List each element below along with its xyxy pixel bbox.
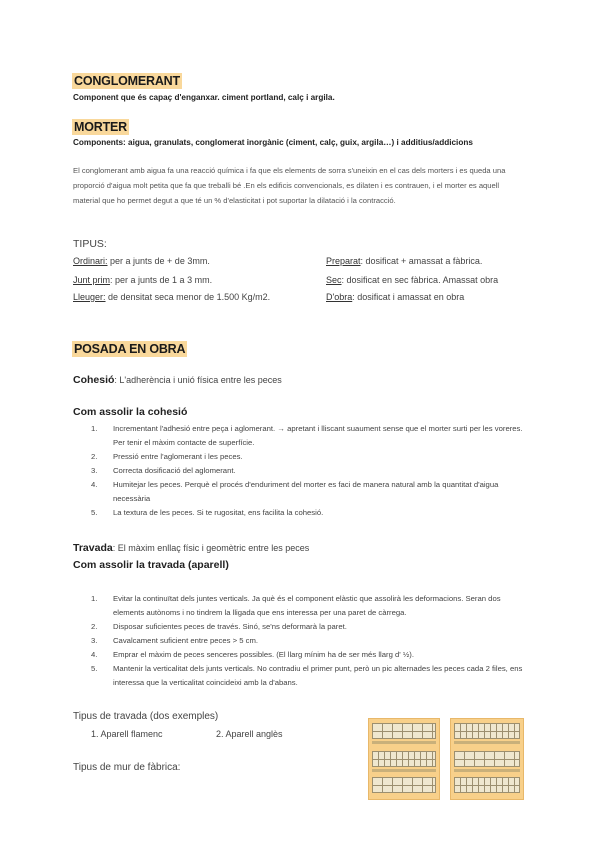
list-item: 5. La textura de les peces. Si te rugositat, ens facilita la cohesió. [91, 508, 324, 517]
list-item: 3. Correcta dosificació del aglomerant. [91, 466, 236, 475]
tipus-text: : dosificat en sec fàbrica. Amassat obra [341, 275, 499, 285]
tipus-key: D'obra [326, 292, 353, 302]
cohesio-definition [73, 374, 282, 386]
cohesio-heading: Com assolir la cohesió [73, 406, 188, 418]
list-item: 4. Emprar el màxim de peces senceres possibles. (El llarg mínim ha de ser més llarg d' ½). [91, 650, 414, 659]
morter-subtitle: Components: aigua, granulats, conglomerat inorgànic (ciment, calç, guix, argila…) i additius/addicions [73, 138, 473, 147]
tipus-key: Junt prim [73, 275, 111, 285]
aparell-flamenc-image [368, 718, 440, 800]
tipus-key: Lleuger: [73, 292, 106, 302]
tipus-left-row [73, 292, 270, 302]
conglomerant-title: CONGLOMERANT [74, 74, 180, 88]
travada-list [91, 592, 531, 690]
tipus-mur-heading: Tipus de mur de fàbrica: [73, 762, 181, 773]
tipus-key: Preparat [326, 256, 361, 266]
list-item: 4. Humitejar les peces. Perquè el procés d'enduriment del morter es faci de manera natural amb la quantitat d'aigua necessària [91, 480, 499, 503]
cohesio-list [91, 422, 531, 520]
tipus-text: : per a junts de 1 a 3 mm. [110, 275, 213, 285]
conglomerant-subtitle: Component que és capaç d'enganxar. ciment portland, calç i argila. [73, 93, 335, 102]
tipus-right-row [326, 275, 498, 285]
travada-heading: Com assolir la travada (aparell) [73, 559, 229, 571]
list-item: 2. Disposar suficientes peces de través. Sinó, se'ns deformarà la paret. [91, 622, 347, 631]
morter-paragraph: El conglomerant amb aigua fa una reacció química i fa que els elements de sorra s'uneixin en el cas dels morters i es queda una proporció d'aigua molt petita que fa que treballi bé .En els edificis convencionals, es dilaten i es contrauen, i el morter es aquell material que ho permet degut a que té un % d'elasticitat i pot suportar la dilatació i la contracció. [73, 166, 506, 205]
tipus-key: Ordinari: [73, 256, 108, 266]
tipus-right-row [326, 256, 482, 266]
cohesio-term: Cohesió [73, 374, 115, 386]
list-item: 3. Cavalcament suficient entre peces > 5 cm. [91, 636, 259, 645]
morter-title: MORTER [74, 120, 127, 134]
travada-term: Travada [73, 542, 113, 554]
tipus-text: : dosificat i amassat en obra [352, 292, 465, 302]
aparell-angles-image [450, 718, 524, 800]
list-item: 5. Mantenir la verticalitat dels junts verticals. No contradiu el primer punt, però un pic alternades les peces cada 2 files, ens interessa que la verticalitat coincideixi amb la d'abans. [91, 664, 523, 687]
travada-definition [73, 542, 309, 554]
tipus-text: per a junts de + de 3mm. [107, 256, 210, 266]
travada-def: : El màxim enllaç físic i geomètric entre les peces [112, 543, 310, 553]
tipus-left-row [73, 256, 210, 266]
tipus-text: : dosificat + amassat a fàbrica. [360, 256, 483, 266]
cohesio-def: : L'adherència i unió física entre les peces [114, 375, 282, 385]
tipus-label: TIPUS: [73, 238, 107, 250]
tipus-travada-heading: Tipus de travada (dos exemples) [73, 711, 219, 722]
list-item: 1. Evitar la continuïtat dels juntes verticals. Ja què és el component elàstic que assolirà les deformacions. Seran dos elements autònoms i no tindrem la lligada que ens interessa per una paret de càrrega. [91, 594, 501, 617]
aparell-flamenc: 1. Aparell flamenc [91, 729, 163, 739]
tipus-key: Sec [326, 275, 342, 285]
posada-title: POSADA EN OBRA [74, 342, 186, 356]
list-item: 1. Incrementant l'adhesió entre peça i aglomerant. → apretant i lliscant suaument sense que el morter surti per les voreres. Per tenir el màxim contacte de superfície. [91, 424, 523, 447]
tipus-left-row [73, 275, 212, 285]
tipus-text: de densitat seca menor de 1.500 Kg/m2. [105, 292, 271, 302]
tipus-right-row [326, 292, 464, 302]
list-item: 2. Pressió entre l'aglomerant i les peces. [91, 452, 243, 461]
aparell-angles: 2. Aparell anglès [216, 729, 283, 739]
